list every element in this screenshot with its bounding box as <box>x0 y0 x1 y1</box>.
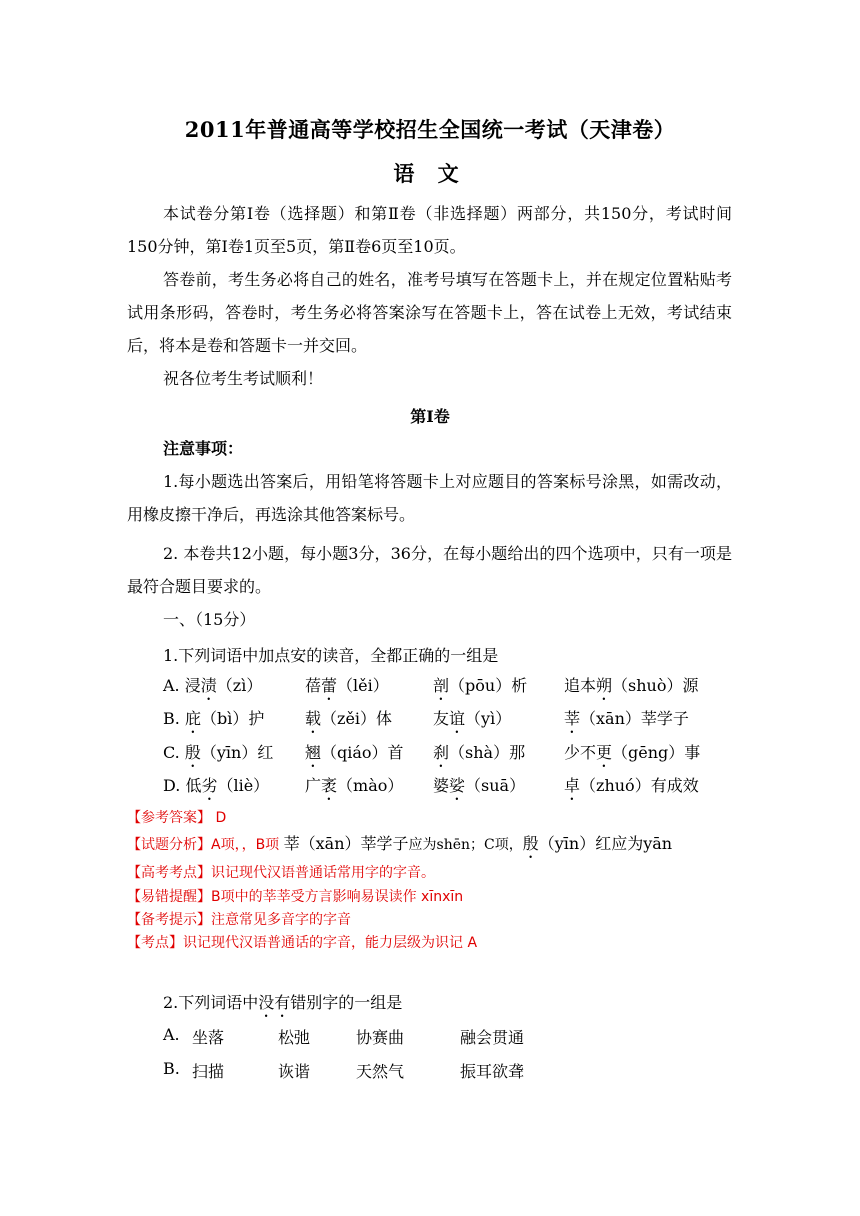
q1-a-w1: 浸 <box>184 676 201 695</box>
answer-reference-tag: 【参考答案】 <box>127 810 211 826</box>
q1-d-w3-pinyin: （suā） <box>465 776 526 795</box>
intro-paragraph-3: 祝各位考生考试顺利！ <box>163 369 324 388</box>
q1-a-w2-dot: 蕾 <box>321 676 338 695</box>
q1-b-w3-dot: 谊 <box>449 709 466 728</box>
q2-option-b-word-4: 振耳欲聋 <box>460 1062 525 1081</box>
q1-option-d-3 <box>433 773 525 804</box>
intro-paragraph-1: 本试卷分第Ⅰ卷（选择题）和第Ⅱ卷（非选择题）两部分，共150分，考试时间150分钟，第Ⅰ卷1页至5页，第Ⅱ卷6页至10页。 <box>127 204 732 256</box>
answer-knowledge-point <box>127 932 477 952</box>
notice-1: 1.每小题选出答案后，用铅笔将答题卡上对应题目的答案标号涂黑，如需改动，用橡皮擦干净后，再选涂其他答案标号。 <box>127 472 732 524</box>
q1-c-w3-pinyin: （shà）那 <box>449 743 526 762</box>
q1-d-w4-dot: 卓 <box>564 776 581 795</box>
q1-a-w2-pinyin: （lěi） <box>337 676 389 695</box>
q1-c-w1-pinyin: （yīn）红 <box>200 743 274 762</box>
answer-exam-point-value: 识记现代汉语普通话常用字的字音。 <box>211 865 435 881</box>
q1-option-d-4 <box>564 773 699 804</box>
q1-b-w3-pinyin: （yì） <box>465 709 512 728</box>
q1-b-w2-dot: 载 <box>305 709 322 728</box>
q1-d-w3: 婆 <box>433 776 450 795</box>
answer-analysis <box>127 831 672 862</box>
answer-analysis-part-f: 应为yān <box>611 834 673 853</box>
q1-c-w2-pinyin: （qiáo）首 <box>321 743 404 762</box>
q1-option-c <box>163 740 273 771</box>
answer-prep-tip-value: 注意常见多音字的字音 <box>211 912 351 928</box>
q1-c-label: C. <box>163 743 180 762</box>
answer-prep-tip-tag: 【备考提示】 <box>127 912 211 928</box>
q1-a-w3-dot: 剖 <box>433 676 450 695</box>
q1-d-w2: 广 <box>305 776 322 795</box>
q2-option-b-label: B. <box>163 1059 180 1078</box>
q1-a-w2: 蓓 <box>305 676 322 695</box>
q2-option-b-word-3: 天然气 <box>356 1062 405 1081</box>
q1-b-w1-pinyin: （bì）护 <box>200 709 265 728</box>
q1-option-a-2 <box>305 673 389 704</box>
q1-d-w1: 低 <box>185 776 202 795</box>
q2-option-a-word-3: 协赛曲 <box>356 1028 405 1047</box>
q1-option-a-4 <box>564 673 699 704</box>
q1-a-w4-pinyin: （shuò）源 <box>612 676 699 695</box>
q1-option-d <box>163 773 269 804</box>
answer-warning-tag: 【易错提醒】 <box>127 889 211 905</box>
q1-c-w2-dot: 翘 <box>305 743 322 762</box>
answer-prep-tip <box>127 909 351 929</box>
q1-d-w2-dot: 袤 <box>321 776 338 795</box>
q2-stem-emphasis: 没有 <box>258 993 291 1012</box>
section-heading: 第Ⅰ卷 <box>410 407 450 426</box>
q1-d-w3-dot: 娑 <box>449 776 466 795</box>
q1-c-w4-pinyin: （gēng）事 <box>612 743 701 762</box>
part-heading: 一、（15分） <box>163 610 256 629</box>
q2-stem-part-b: 错别字的一组是 <box>290 993 403 1012</box>
q1-stem: 1.下列词语中加点安的读音，全都正确的一组是 <box>163 646 499 665</box>
q1-option-c-3 <box>433 740 525 771</box>
q1-a-w3-pinyin: （pōu）析 <box>449 676 528 695</box>
q1-option-d-2 <box>305 773 403 804</box>
answer-reference <box>127 807 226 827</box>
q1-c-w4-dot: 更 <box>596 743 613 762</box>
q2-option-a-word-4: 融会贯通 <box>460 1028 525 1047</box>
q1-a-w4: 追本 <box>564 676 597 695</box>
q2-stem-part-a: 2.下列词语中 <box>163 993 259 1012</box>
intro-paragraph-2: 答卷前，考生务必将自己的姓名，准考号填写在答题卡上，并在规定位置粘贴考试用条形码，答卷时，考生务必将答案涂写在答题卡上，答在试卷上无效，考试结束后，将本是卷和答题卡一并交回。 <box>127 270 732 355</box>
q1-d-label: D. <box>163 776 181 795</box>
q2-option-a-label: A. <box>163 1025 180 1044</box>
q1-a-label: A. <box>163 676 180 695</box>
q1-b-w4-pinyin: （xān）莘学子 <box>580 709 689 728</box>
q1-d-w2-pinyin: （mào） <box>337 776 404 795</box>
answer-analysis-part-e: （yīn）红 <box>538 834 612 853</box>
q1-c-w3-dot: 刹 <box>433 743 450 762</box>
q1-a-w4-dot: 朔 <box>596 676 613 695</box>
answer-analysis-tag: 【试题分析】 <box>127 837 211 853</box>
notice-2: 2. 本卷共12小题，每小题3分，36分，在每小题给出的四个选项中，只有一项是最符合题目要求的。 <box>127 544 732 596</box>
q2-option-b-word-2: 诙谐 <box>278 1062 311 1081</box>
q1-b-w3: 友 <box>433 709 450 728</box>
answer-analysis-part-a: A项，，B项 <box>211 837 284 853</box>
answer-knowledge-point-value: 识记现代汉语普通话的字音，能力层级为识记 A <box>183 935 478 951</box>
q1-b-w1-dot: 庇 <box>184 709 201 728</box>
q2-option-a-word-1: 坐落 <box>192 1028 225 1047</box>
q1-b-w2-pinyin: （zěi）体 <box>321 709 393 728</box>
subject-title: 语 文 <box>393 161 467 186</box>
q1-c-w4: 少不 <box>564 743 597 762</box>
q1-d-w4-pinyin: （zhuó）有成效 <box>580 776 699 795</box>
q1-b-label: B. <box>163 709 180 728</box>
q1-d-w1-pinyin: （liè） <box>217 776 270 795</box>
q1-option-c-4 <box>564 740 700 771</box>
q1-c-w1-dot: 殷 <box>184 743 201 762</box>
q2-option-b-word-1: 扫描 <box>192 1062 225 1081</box>
q2-option-a-word-2: 松弛 <box>278 1028 311 1047</box>
exam-title: 2011年普通高等学校招生全国统一考试（天津卷） <box>184 117 676 142</box>
answer-exam-point-tag: 【高考考点】 <box>127 865 211 881</box>
q1-a-w1-dot: 渍 <box>200 676 217 695</box>
q1-option-b <box>163 706 264 737</box>
answer-warning <box>127 886 463 906</box>
answer-analysis-part-c: 应为shēn；C项， <box>408 837 523 853</box>
answer-knowledge-point-tag: 【考点】 <box>127 935 183 951</box>
answer-analysis-part-d: 殷 <box>522 834 539 853</box>
q1-option-b-4 <box>564 706 689 737</box>
answer-analysis-part-b: 莘（xān）莘学子 <box>283 834 409 853</box>
q1-b-w4-dot: 莘 <box>564 709 581 728</box>
q1-option-b-3 <box>433 706 511 737</box>
answer-warning-value: B项中的莘莘受方言影响易误读作 xīnxīn <box>211 889 464 905</box>
notice-title: 注意事项： <box>163 439 244 458</box>
answer-reference-value: D <box>211 810 227 826</box>
q1-option-a <box>163 673 262 704</box>
q1-d-w1-dot: 劣 <box>201 776 218 795</box>
q1-a-w1-pinyin: （zì） <box>216 676 263 695</box>
q2-stem <box>163 990 402 1021</box>
q1-option-c-2 <box>305 740 404 771</box>
answer-exam-point <box>127 862 435 882</box>
q1-option-a-3 <box>433 673 527 704</box>
q1-option-b-2 <box>305 706 392 737</box>
